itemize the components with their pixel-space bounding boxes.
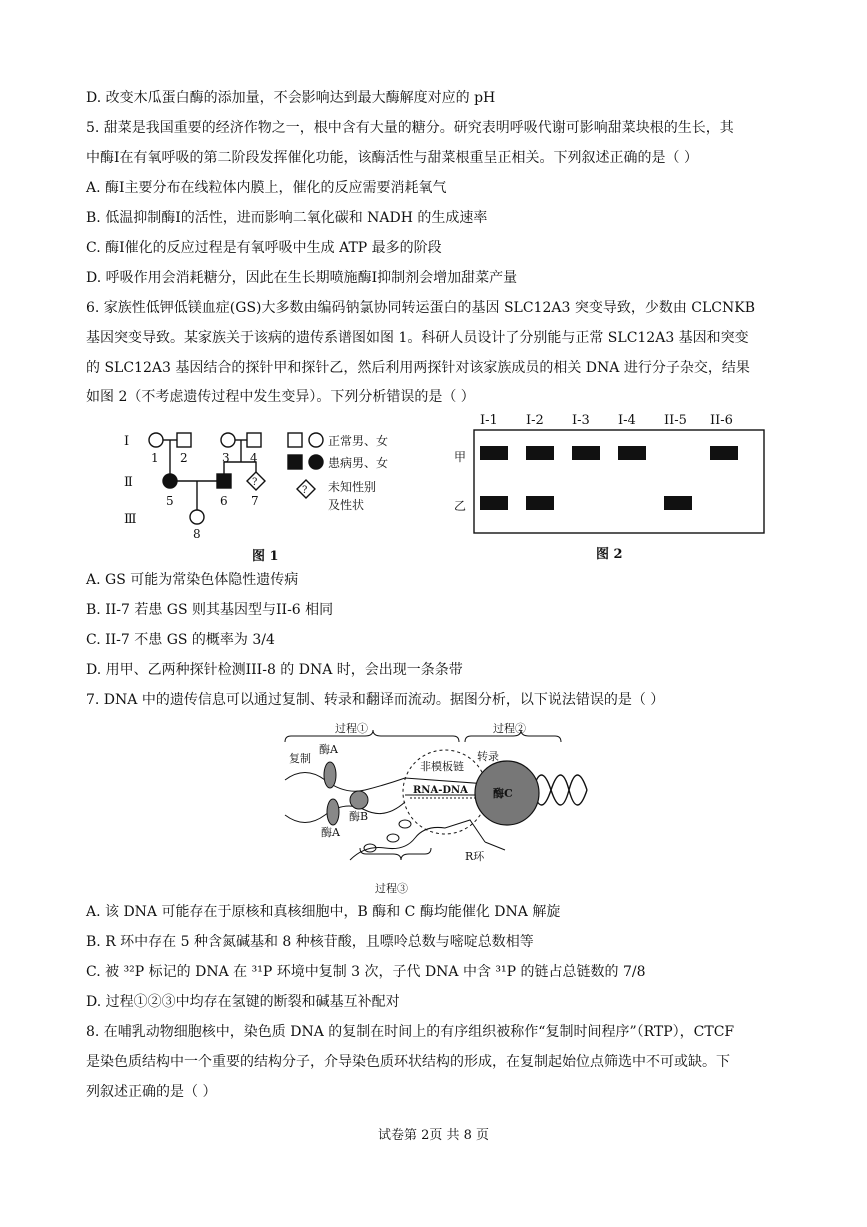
rna-dna-label: RNA-DNA	[413, 785, 468, 796]
blot-column-label: I-4	[618, 413, 636, 428]
q5-option-a: A. 酶I主要分布在线粒体内膜上，催化的反应需要消耗氧气	[86, 180, 447, 196]
individual-2-label: 2	[180, 451, 188, 465]
q5-option-c: C. 酶I催化的反应过程是有氧呼吸中生成 ATP 最多的阶段	[86, 240, 442, 256]
legend-normal-label: 正常男、女	[328, 434, 389, 448]
nontemplate-strand-label: 非模板链	[420, 760, 464, 773]
q6-stem-line3: 的 SLC12A3 基因结合的探针甲和探针乙，然后利用两探针对该家族成员的相关 DNA 进行分子杂交，结果	[86, 360, 750, 376]
probe-jia-band	[526, 446, 554, 460]
enzyme-b-label: 酶B	[349, 810, 369, 823]
q6-stem-line1: 6. 家族性低钾低镁血症(GS)大多数由编码钠氯协同转运蛋白的基因 SLC12A3 突变导致，少数由 CLCNKB	[86, 300, 756, 316]
individual-8-label: 8	[193, 527, 201, 541]
probe-yi-label: 乙	[454, 499, 467, 513]
pedigree-figure	[120, 420, 440, 570]
q5-stem-line2: 中酶I在有氧呼吸的第二阶段发挥催化功能，该酶活性与甜菜根重呈正相关。下列叙述正确的是（ ）	[86, 150, 698, 166]
process-3-label: 过程③	[375, 882, 408, 895]
q6-option-a: A. GS 可能为常染色体隐性遗传病	[86, 572, 299, 588]
gen-label-i: Ⅰ	[124, 434, 130, 449]
probe-jia-label: 甲	[454, 450, 467, 464]
blot-column-label: I-2	[526, 413, 544, 428]
unknown-mark: ?	[252, 477, 258, 488]
dna-process-figure	[275, 720, 605, 895]
individual-4-label: 4	[250, 451, 258, 465]
q8-stem-line2: 是染色质结构中一个重要的结构分子，介导染色质环状结构的形成，在复制起始位点筛选中不可或缺。下	[86, 1054, 730, 1070]
individual-5-label: 5	[166, 494, 174, 508]
blot-column-label: II-5	[664, 413, 687, 428]
q7-option-d: D. 过程①②③中均存在氢键的断裂和碱基互补配对	[86, 994, 400, 1010]
q7-stem: 7. DNA 中的遗传信息可以通过复制、转录和翻译而流动。据图分析，以下说法错误的是（ ）	[86, 692, 665, 708]
q6-stem-line2: 基因突变导致。某家族关于该病的遗传系谱图如图 1。科研人员设计了分别能与正常 SLC12A3 基因和突变	[86, 330, 749, 346]
replication-label: 复制	[289, 752, 311, 765]
figure-2-caption: 图 2	[596, 547, 623, 560]
blot-column-label: I-1	[480, 413, 498, 428]
probe-yi-band	[526, 496, 554, 510]
q6-stem-line4: 如图 2（不考虑遗传过程中发生变异）。下列分析错误的是（ ）	[86, 389, 475, 405]
enzyme-a-top-label: 酶A	[319, 743, 338, 756]
legend-unknown-label-1: 未知性别	[328, 480, 377, 494]
process-1-label: 过程①	[335, 722, 368, 735]
probe-yi-band	[480, 496, 508, 510]
legend-unknown-mark: ?	[302, 485, 308, 496]
blot-figure	[450, 410, 770, 560]
legend-unknown-label-2: 及性状	[328, 498, 365, 512]
enzyme-a-bottom-label: 酶A	[321, 826, 340, 839]
process-2-label: 过程②	[493, 722, 526, 735]
r-loop-label: R环	[465, 850, 485, 863]
blot-column-label: I-3	[572, 413, 590, 428]
probe-jia-band	[572, 446, 600, 460]
q6-option-d: D. 用甲、乙两种探针检测III-8 的 DNA 时，会出现一条条带	[86, 662, 463, 678]
q8-stem-line3: 列叙述正确的是（ ）	[86, 1084, 217, 1100]
q5-option-b: B. 低温抑制酶I的活性，进而影响二氧化碳和 NADH 的生成速率	[86, 210, 488, 226]
gen-label-ii: Ⅱ	[124, 475, 133, 490]
individual-1-label: 1	[151, 451, 159, 465]
probe-jia-band	[480, 446, 508, 460]
q5-stem-line1: 5. 甜菜是我国重要的经济作物之一，根中含有大量的糖分。研究表明呼吸代谢可影响甜菜块根的生长，其	[86, 120, 734, 136]
q7-option-c: C. 被 ³²P 标记的 DNA 在 ³¹P 环境中复制 3 次，子代 DNA 中含 ³¹P 的链占总链数的 7/8	[86, 964, 646, 980]
probe-jia-band	[618, 446, 646, 460]
page-footer: 试卷第 2页 共 8 页	[377, 1128, 490, 1143]
q6-option-b: B. II-7 若患 GS 则其基因型与II-6 相同	[86, 602, 334, 618]
transcription-label: 转录	[477, 750, 499, 763]
q6-option-c: C. II-7 不患 GS 的概率为 3/4	[86, 632, 275, 648]
q5-option-d: D. 呼吸作用会消耗糖分，因此在生长期喷施酶I抑制剂会增加甜菜产量	[86, 270, 518, 286]
legend-affected-label: 患病男、女	[328, 456, 389, 470]
individual-7-label: 7	[251, 494, 259, 508]
q7-option-b: B. R 环中存在 5 种含氮碱基和 8 种核苷酸，且嘌呤总数与嘧啶总数相等	[86, 934, 534, 950]
q7-option-a: A. 该 DNA 可能存在于原核和真核细胞中，B 酶和 C 酶均能催化 DNA 解旋	[86, 904, 561, 920]
figure-1-caption: 图 1	[252, 549, 279, 564]
q8-stem-line1: 8. 在哺乳动物细胞核中，染色质 DNA 的复制在时间上的有序组织被称作“复制时间程序”（RTP），CTCF	[86, 1024, 735, 1040]
enzyme-c-label: 酶C	[493, 787, 513, 800]
blot-column-label: II-6	[710, 413, 733, 428]
gen-label-iii: Ⅲ	[124, 512, 137, 527]
individual-3-label: 3	[222, 451, 230, 465]
probe-jia-band	[710, 446, 738, 460]
probe-yi-band	[664, 496, 692, 510]
q4-option-d: D. 改变木瓜蛋白酶的添加量，不会影响达到最大酶解度对应的 pH	[86, 90, 496, 106]
individual-6-label: 6	[220, 494, 228, 508]
